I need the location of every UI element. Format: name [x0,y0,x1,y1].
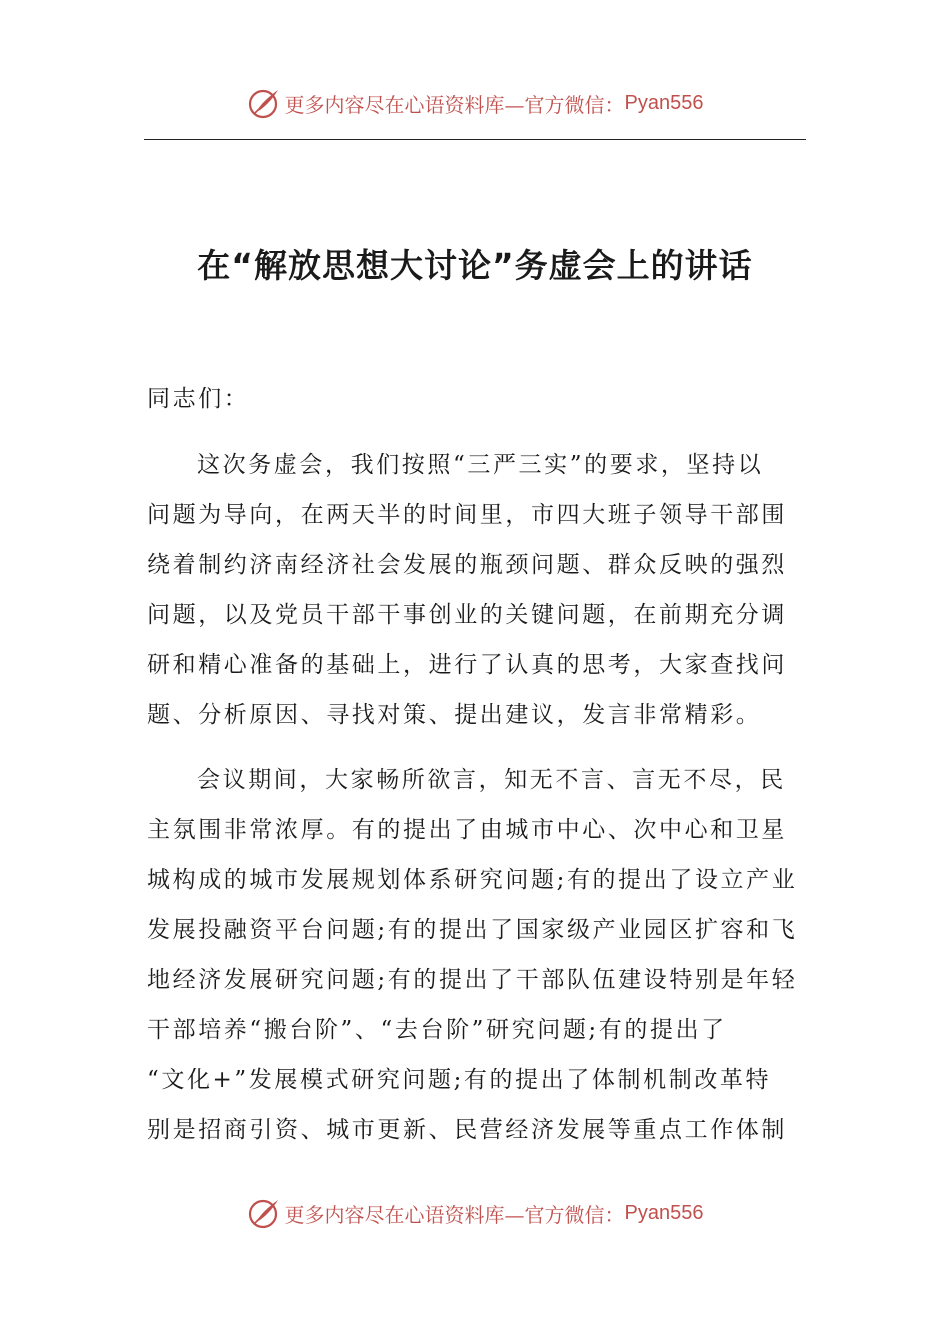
paragraph-1 [147,440,807,740]
banner-wechat-id: Pyan556 [624,1201,704,1224]
quill-logo-icon [247,86,281,120]
paragraph-line: 城构成的城市发展规划体系研究问题;有的提出了设立产业 [147,867,798,893]
banner-text: 更多内容尽在心语资料库— [284,1202,525,1227]
paragraph-line: 研和精心准备的基础上，进行了认真的思考，大家查找问 [147,652,787,678]
banner-wechat-id: Pyan556 [624,91,704,114]
paragraph-line: 会议期间，大家畅所欲言，知无不言、言无不尽，民 [197,767,786,793]
quill-logo-icon [247,1196,281,1230]
header-banner [0,83,950,123]
paragraph-line: 别是招商引资、城市更新、民营经济发展等重点工作体制 [147,1117,787,1143]
banner-wechat-label: 官方微信： [524,1202,625,1227]
banner-wechat-label: 官方微信： [524,92,625,117]
footer-banner [0,1193,950,1233]
paragraph-line: 这次务虚会，我们按照“三严三实”的要求，坚持以 [197,452,764,478]
paragraph-line: 题、分析原因、寻找对策、提出建议，发言非常精彩。 [147,702,762,728]
paragraph-line: 发展投融资平台问题;有的提出了国家级产业园区扩容和飞 [147,917,798,943]
document-title: 在“解放思想大讨论”务虚会上的讲话 [197,246,753,285]
paragraph-line: “文化+”发展模式研究问题;有的提出了体制机制改革特 [147,1067,772,1093]
paragraph-line: 问题，以及党员干部干事创业的关键问题，在前期充分调 [147,602,787,628]
paragraph-line: 地经济发展研究问题;有的提出了干部队伍建设特别是年轻 [147,967,798,993]
paragraph-line: 绕着制约济南经济社会发展的瓶颈问题、群众反映的强烈 [147,552,787,578]
header-divider [144,139,806,140]
paragraph-2 [147,755,807,1155]
banner-text: 更多内容尽在心语资料库— [284,92,525,117]
salutation: 同志们： [147,386,250,412]
paragraph-line: 问题为导向，在两天半的时间里，市四大班子领导干部围 [147,502,787,528]
paragraph-line: 主氛围非常浓厚。有的提出了由城市中心、次中心和卫星 [147,817,787,843]
paragraph-line: 干部培养“搬台阶”、“去台阶”研究问题;有的提出了 [147,1017,727,1043]
